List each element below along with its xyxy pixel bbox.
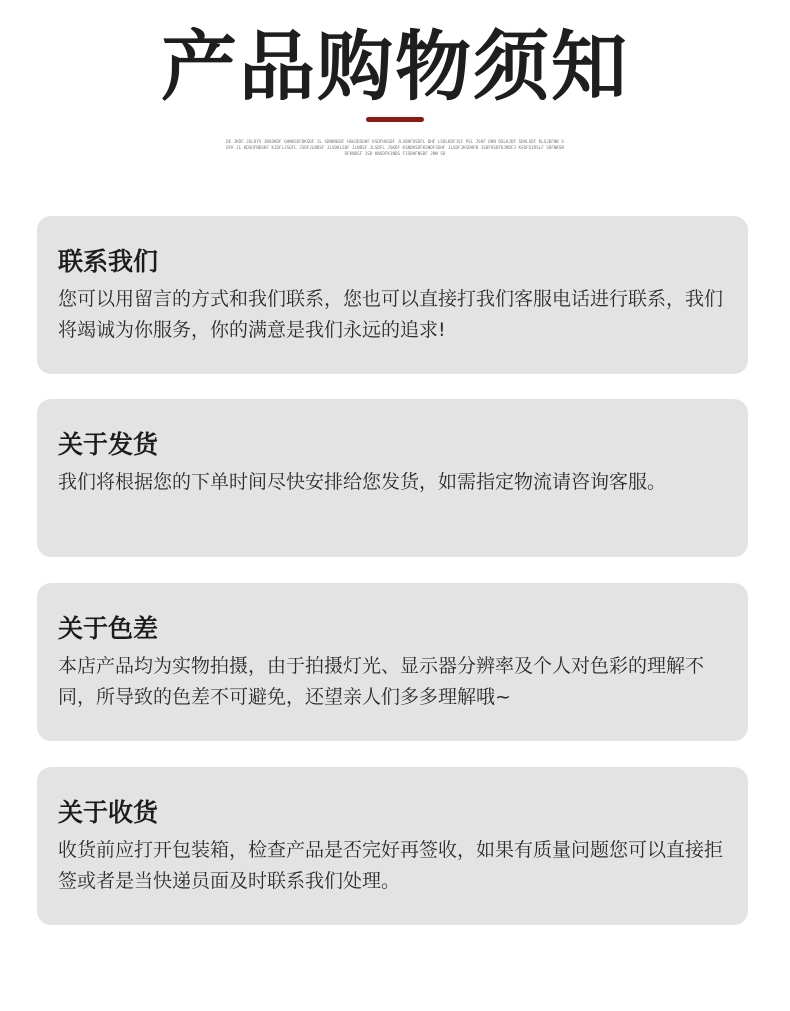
section-card-color-difference xyxy=(37,583,748,741)
decorative-fine-print: DE JKDF JSLDYS JNSOKDF GHNKSDFDKSDF JL SDNKNSDF HSHJDSDHF KSDFHUSDF JLSDHFOSDFL DHF LSDLKDFJSF PSL JSKF DKN DSLHJDF SDKLSDF KLSJDFNK SDFK JL KDSOFNDSKF KJDFLJSOFL JSDFJLNDSF JLSDKLSDF JLNDSF JLSDFL JSKDF KSNDKSDFKSNDFSDHF JLSDFJKSDHFN JSDFOSDFKJNDFJ KSDFOJDSLF SDFNKSNDFKNDSF JSD KNSDFKJNDS FJSDHFNSDF JNN SD xyxy=(226,139,564,156)
title-underline-divider xyxy=(366,117,424,122)
section-heading: 关于色差 xyxy=(58,614,159,643)
section-card-contact-us xyxy=(37,216,748,374)
section-body: 本店产品均为实物拍摄，由于拍摄灯光、显示器分辨率及个人对色彩的理解不同，所导致的色差不可避免，还望亲人们多多理解哦~ xyxy=(58,655,705,708)
section-card-shipping xyxy=(37,399,748,557)
section-heading: 关于收货 xyxy=(58,798,159,827)
page-title: 产品购物须知 xyxy=(161,22,629,111)
section-heading: 联系我们 xyxy=(58,247,159,276)
section-body: 您可以用留言的方式和我们联系，您也可以直接打我们客服电话进行联系，我们将竭诚为你服务，你的满意是我们永远的追求! xyxy=(58,288,724,341)
section-heading: 关于发货 xyxy=(58,430,159,459)
section-card-receiving xyxy=(37,767,748,925)
section-body: 收货前应打开包装箱，检查产品是否完好再签收，如果有质量问题您可以直接拒签或者是当快递员面及时联系我们处理。 xyxy=(58,839,724,892)
section-body: 我们将根据您的下单时间尽快安排给您发货，如需指定物流请咨询客服。 xyxy=(58,471,667,493)
